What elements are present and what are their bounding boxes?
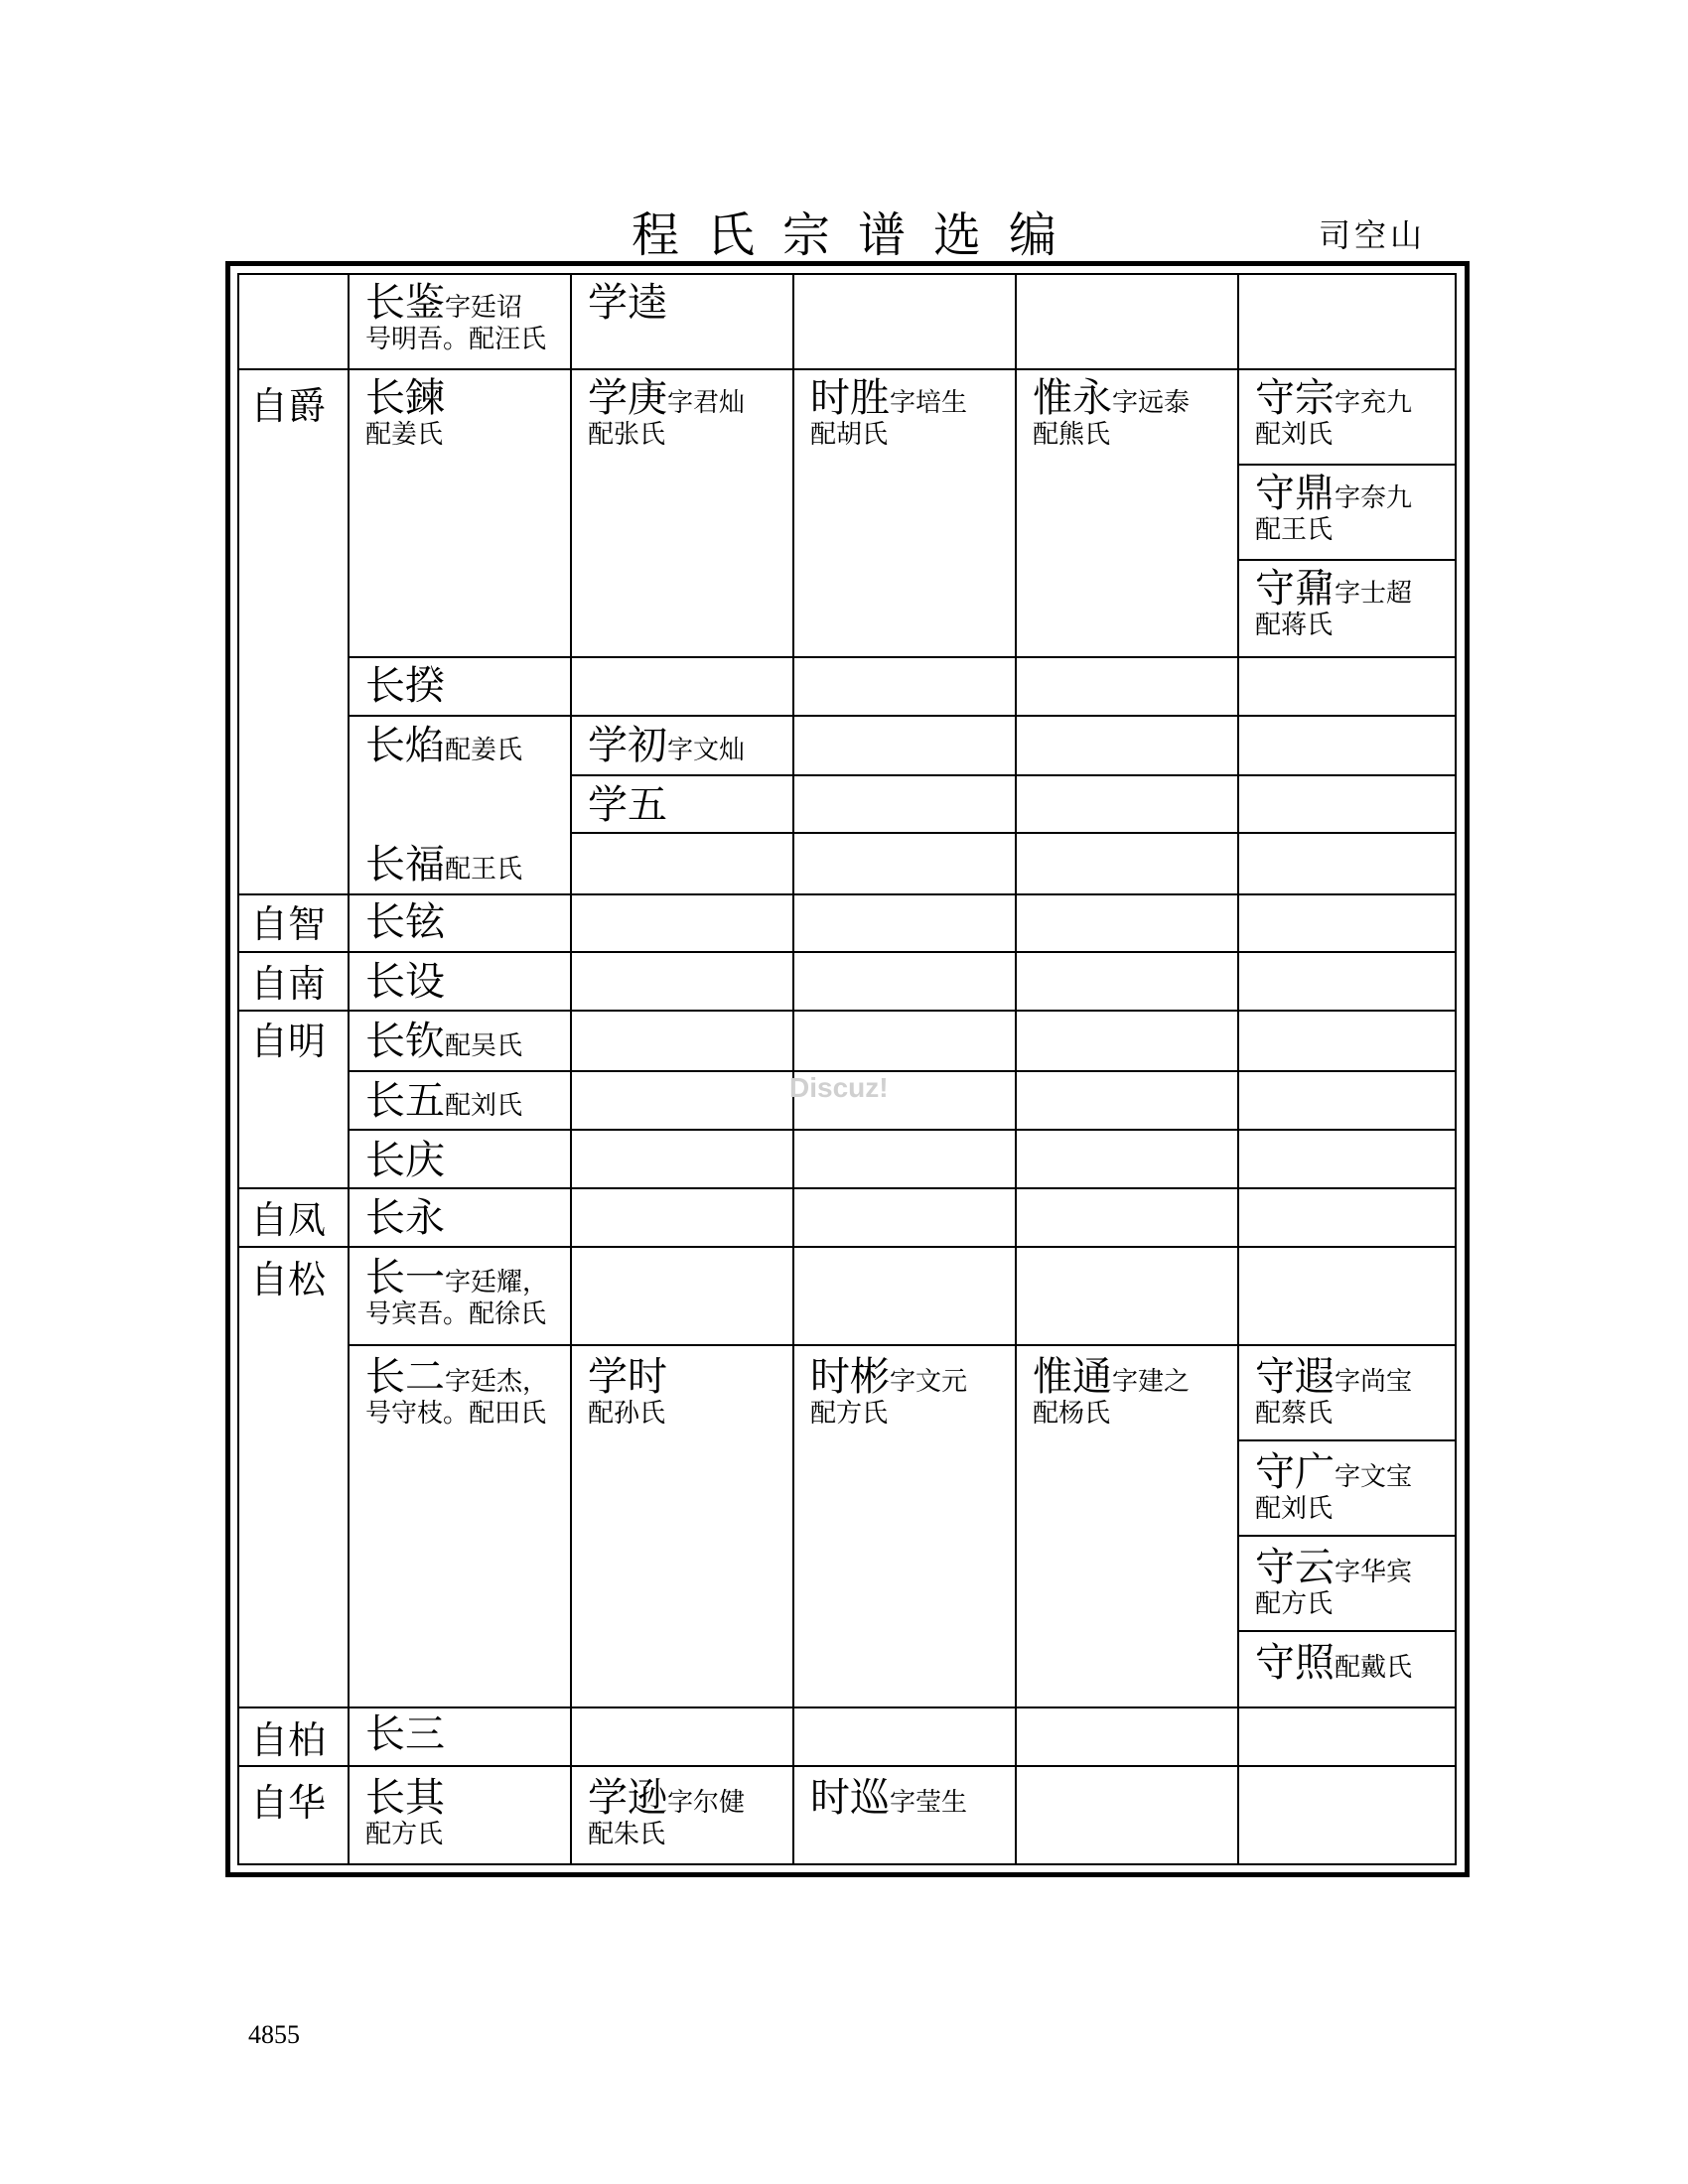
generation-label: 自南 xyxy=(250,962,327,1006)
entry: 守广字文宝 配刘氏 xyxy=(1255,1449,1413,1524)
entry: 守遐字尚宝 配蔡氏 xyxy=(1255,1354,1413,1429)
entry: 长三 xyxy=(365,1711,445,1757)
grid-line xyxy=(238,951,1456,953)
grid-line xyxy=(348,715,1456,717)
entry: 惟通字建之 配杨氏 xyxy=(1033,1354,1191,1429)
entry: 时彬字文元 配方氏 xyxy=(810,1354,968,1429)
entry: 守云字华宾 配方氏 xyxy=(1255,1545,1413,1619)
grid-line xyxy=(348,656,1456,658)
entry: 学时 配孙氏 xyxy=(588,1354,667,1429)
entry: 守宗字充九 配刘氏 xyxy=(1255,375,1413,450)
grid-line xyxy=(1237,1535,1456,1537)
place-name: 司空山 xyxy=(1319,216,1427,254)
watermark: Discuz! xyxy=(789,1072,889,1103)
grid-line xyxy=(1237,274,1239,1864)
grid-line xyxy=(238,368,1456,370)
entry: 长鉴字廷诏 号明吾。配汪氏 xyxy=(365,280,547,354)
grid-line xyxy=(238,1187,1456,1189)
entry: 长揆 xyxy=(365,663,445,709)
entry: 学初字文灿 xyxy=(588,723,746,768)
grid-line xyxy=(1015,274,1017,1864)
grid-line xyxy=(348,274,350,1864)
entry: 守照配戴氏 xyxy=(1255,1640,1413,1686)
entry: 学逵 xyxy=(588,280,667,326)
entry: 学庚字君灿 配张氏 xyxy=(588,375,746,450)
grid-line xyxy=(238,893,1456,895)
grid-line xyxy=(348,1129,1456,1131)
entry: 长永 xyxy=(365,1195,445,1241)
grid-line xyxy=(238,1010,1456,1012)
grid-line xyxy=(570,832,1456,834)
generation-label: 自凤 xyxy=(250,1198,327,1242)
grid-line xyxy=(348,1070,1456,1072)
generation-label: 自华 xyxy=(250,1781,327,1825)
entry: 长福配王氏 xyxy=(365,842,523,887)
grid-line xyxy=(1237,559,1456,561)
entry: 学五 xyxy=(588,782,667,828)
grid-line xyxy=(238,1765,1456,1767)
entry: 长其 配方氏 xyxy=(365,1775,445,1849)
grid-line xyxy=(1237,464,1456,466)
entry: 守鼎字奈九 配王氏 xyxy=(1255,471,1413,545)
entry: 长二字廷杰， 号守枝。配田氏 xyxy=(365,1354,549,1429)
entry: 时巡字莹生 xyxy=(810,1775,968,1821)
entry: 时胜字培生 配胡氏 xyxy=(810,375,968,450)
grid-line xyxy=(1237,1630,1456,1632)
grid-line xyxy=(238,1246,1456,1248)
generation-label: 自明 xyxy=(250,1020,327,1063)
generation-label: 自爵 xyxy=(250,384,327,428)
page-number: 4855 xyxy=(248,2020,300,2049)
entry: 守鼐字士超 配蒋氏 xyxy=(1255,566,1413,640)
entry: 长一字廷耀， 号宾吾。配徐氏 xyxy=(365,1255,549,1329)
grid-line xyxy=(1237,1439,1456,1441)
entry: 长庆 xyxy=(365,1138,445,1183)
entry: 惟永字远泰 配熊氏 xyxy=(1033,375,1191,450)
page-title: 程氏宗谱选编 xyxy=(631,207,1084,263)
grid-line xyxy=(238,1706,1456,1708)
entry: 长设 xyxy=(365,959,445,1005)
generation-label: 自柏 xyxy=(250,1718,327,1762)
entry: 学逊字尔健 配朱氏 xyxy=(588,1775,746,1849)
grid-line xyxy=(792,274,794,1864)
entry: 长五配刘氏 xyxy=(365,1078,523,1124)
entry: 长焰配姜氏 xyxy=(365,723,523,768)
grid-line xyxy=(348,1344,1456,1346)
generation-label: 自松 xyxy=(250,1258,327,1301)
generation-label: 自智 xyxy=(250,902,327,946)
grid-line xyxy=(570,774,1456,776)
entry: 长铉 xyxy=(365,899,445,945)
entry: 长钦配吴氏 xyxy=(365,1019,523,1064)
grid-line xyxy=(570,274,572,1864)
entry: 长鍊 配姜氏 xyxy=(365,375,445,450)
